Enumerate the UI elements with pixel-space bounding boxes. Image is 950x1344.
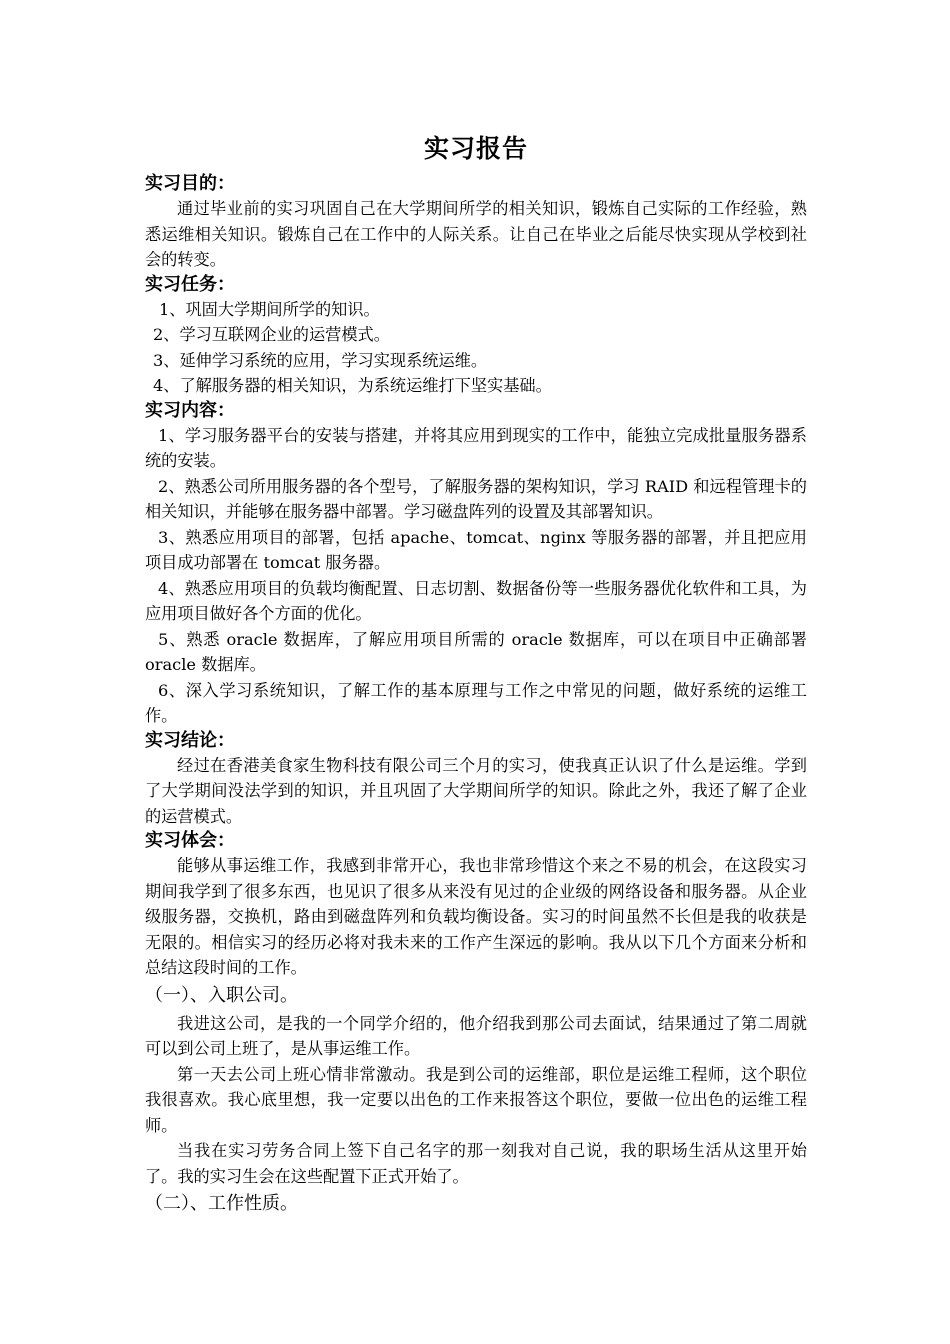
experience-heading: 实习体会： [145,830,235,851]
content-item: 1、学习服务器平台的安装与搭建，并将其应用到现实的工作中，能独立完成批量服务器系统的安装。 [145,425,807,470]
document-page [145,130,807,1219]
conclusion-heading: 实习结论： [145,729,235,751]
document-title: 实习报告 [423,134,528,163]
subsection-heading-2: （二）、工作性质。 [145,1193,298,1214]
content-item: 2、熟悉公司所用服务器的各个型号，了解服务器的架构知识，学习 RAID 和远程管理卡的相关知识，并能够在服务器中部署。学习磁盘阵列的设置及其部署知识。 [145,476,807,521]
purpose-heading: 实习目的： [145,173,235,194]
experience-sub1-paragraph: 我进这公司，是我的一个同学介绍的，他介绍我到那公司去面试，结果通过了第二周就可以到公司上班了，是从事运维工作。 [145,1013,807,1058]
content-item: 6、深入学习系统知识，了解工作的基本原理与工作之中常见的问题，做好系统的运维工作。 [145,680,807,725]
task-item: 4、了解服务器的相关知识，为系统运维打下坚实基础。 [153,376,552,395]
task-item: 1、巩固大学期间所学的知识。 [159,299,380,319]
content-item: 3、熟悉应用项目的部署，包括 apache、tomcat、nginx 等服务器的部署，并且把应用项目成功部署在 tomcat 服务器。 [145,527,807,572]
purpose-paragraph: 通过毕业前的实习巩固自己在大学期间所学的相关知识，锻炼自己实际的工作经验，熟悉运维相关知识。锻炼自己在工作中的人际关系。让自己在毕业之后能尽快实现从学校到社会的转变。 [145,199,807,269]
content-item: 4、熟悉应用项目的负载均衡配置、日志切割、数据备份等一些服务器优化软件和工具，为应用项目做好各个方面的优化。 [145,578,807,623]
subsection-heading-1: （一）、入职公司。 [145,984,298,1006]
experience-sub1-paragraph: 第一天去公司上班心情非常激动。我是到公司的运维部，职位是运维工程师，这个职位我很喜欢。我心底里想，我一定要以出色的工作来报答这个职位，要做一位出色的运维工程师。 [145,1064,807,1135]
content-item: 5、熟悉 oracle 数据库，了解应用项目所需的 oracle 数据库，可以在项目中正确部署 oracle 数据库。 [145,629,807,674]
conclusion-paragraph: 经过在香港美食家生物科技有限公司三个月的实习，使我真正认识了什么是运维。学到了大学期间没法学到的知识，并且巩固了大学期间所学的知识。除此之外，我还了解了企业的运营模式。 [145,755,807,826]
experience-paragraph: 能够从事运维工作，我感到非常开心，我也非常珍惜这个来之不易的机会，在这段实习期间我学到了很多东西，也见识了很多从来没有见过的企业级的网络设备和服务器。从企业级服务器，交换机，路由到磁盘阵列和负载均衡设备。实习的时间虽然不长但是我的收获是无限的。相信实习的经历必将对我未来的工作产生深远的影响。我从以下几个方面来分析和总结这段时间的工作。 [145,856,807,977]
experience-sub1-paragraph: 当我在实习劳务合同上签下自己名字的那一刻我对自己说，我的职场生活从这里开始了。我的实习生会在这些配置下正式开始了。 [145,1141,807,1186]
task-item: 2、学习互联网企业的运营模式。 [153,325,390,344]
content-heading: 实习内容： [145,399,235,421]
tasks-heading: 实习任务： [145,273,235,295]
task-item: 3、延伸学习系统的应用，学习实现系统运维。 [153,350,488,370]
